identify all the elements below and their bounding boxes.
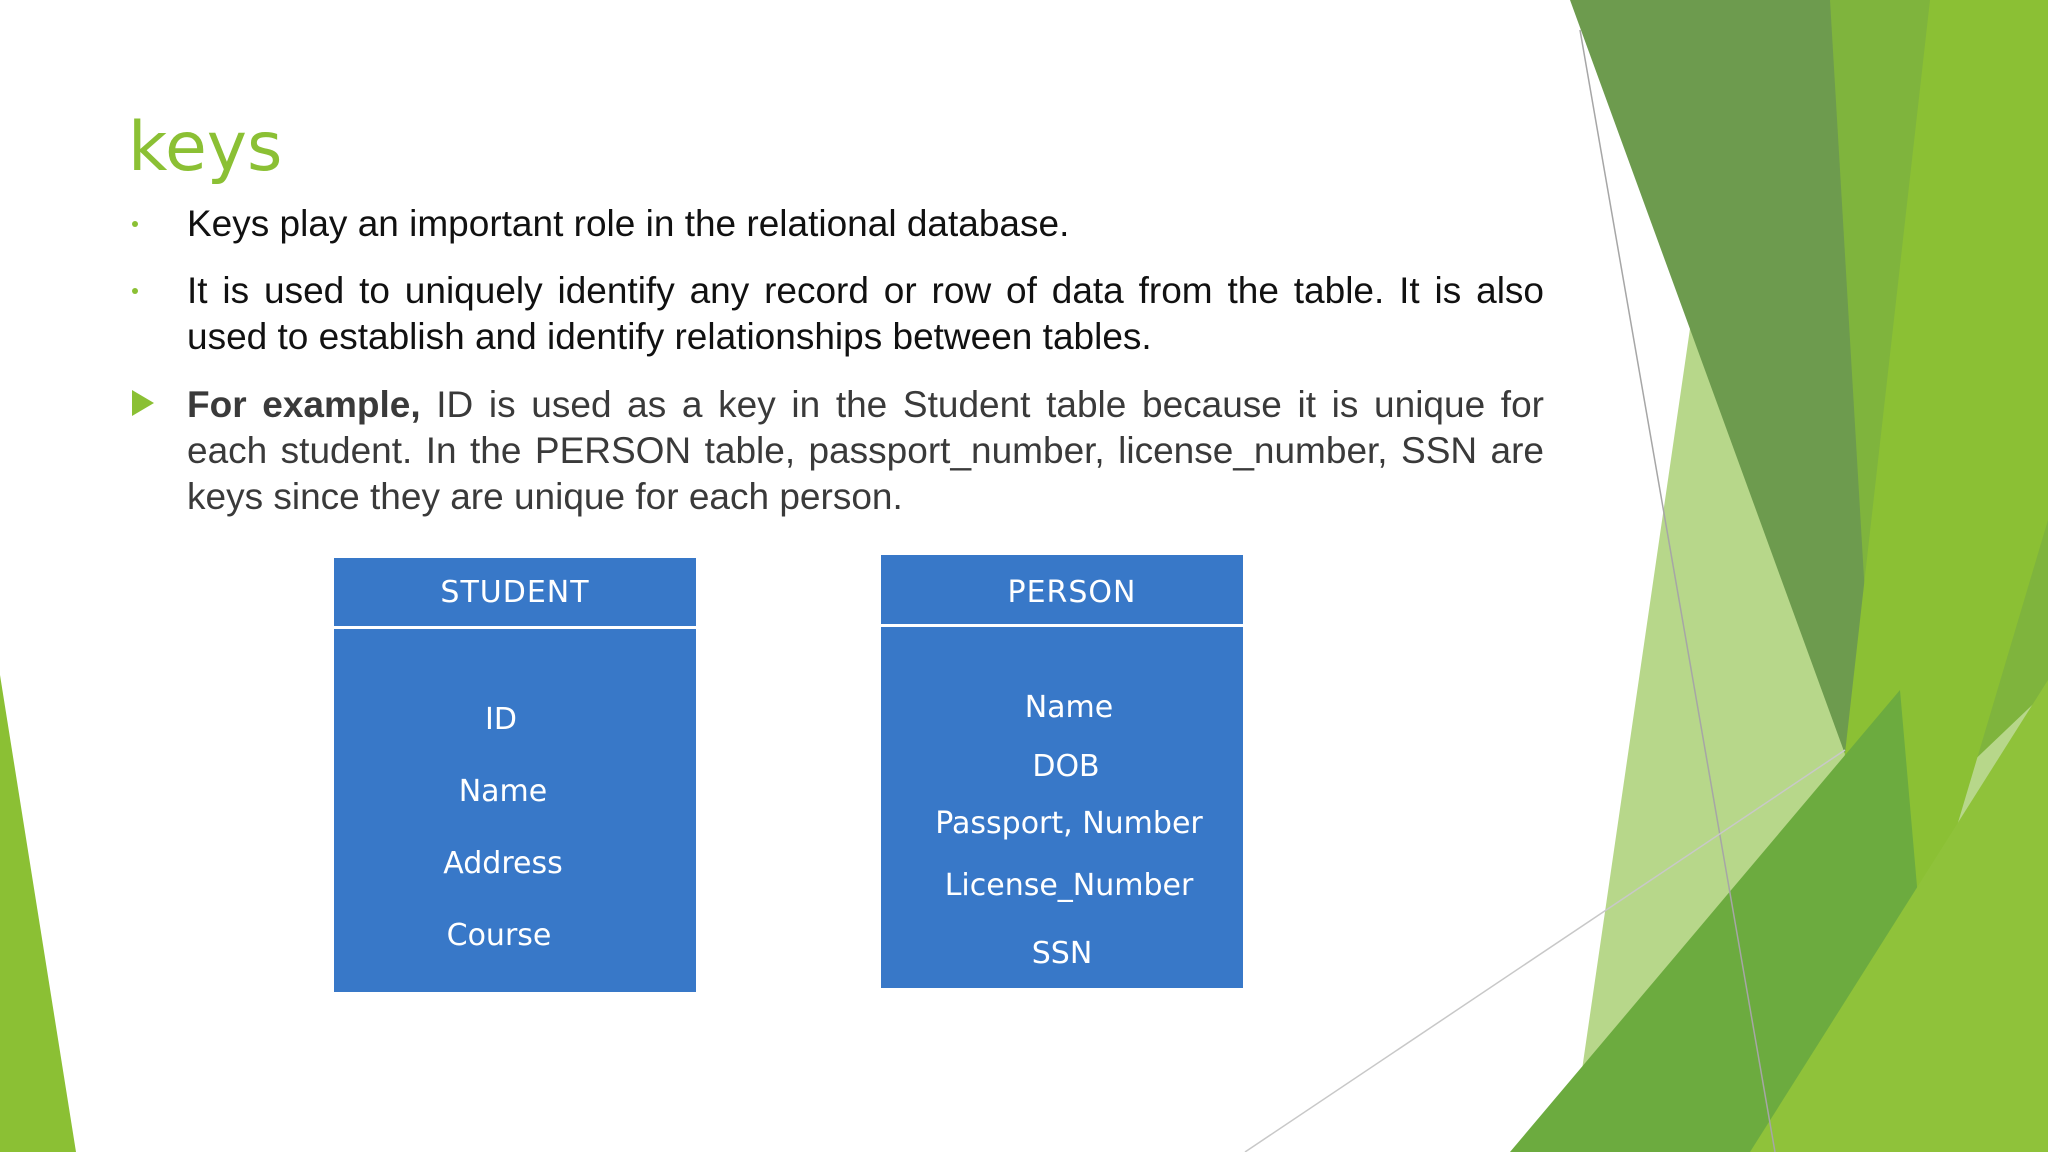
person-field: DOB bbox=[1032, 749, 1100, 784]
student-field: ID bbox=[485, 702, 517, 737]
bullet-item bbox=[128, 201, 1544, 247]
example-text bbox=[187, 382, 1544, 520]
bullet-text: Keys play an important role in the relational database. bbox=[187, 203, 1070, 244]
student-field: Course bbox=[446, 918, 552, 953]
person-header-divider bbox=[881, 624, 1243, 627]
bullet-dot-icon bbox=[132, 221, 138, 227]
slide-title: keys bbox=[128, 108, 283, 187]
person-field: Passport, Number bbox=[935, 806, 1203, 841]
person-table-header: PERSON bbox=[1007, 574, 1137, 610]
example-lead: For example, bbox=[187, 384, 421, 425]
student-table-header: STUDENT bbox=[440, 574, 590, 610]
bullet-item bbox=[128, 268, 1544, 360]
bullet-dot-icon bbox=[132, 288, 138, 294]
student-header-divider bbox=[334, 626, 696, 629]
person-entity-table bbox=[881, 555, 1243, 988]
student-field: Address bbox=[443, 846, 563, 881]
triangle-bullet-icon bbox=[132, 390, 154, 416]
person-field: SSN bbox=[1031, 936, 1093, 971]
person-field: Name bbox=[1024, 690, 1114, 725]
example-body: ID is used as a key in the Student table because it is unique for each student. In the PERSON table, passport_number, license_number, SSN are keys since they are unique for each person. bbox=[187, 384, 1544, 517]
person-field: License_Number bbox=[944, 868, 1194, 903]
student-field: Name bbox=[458, 774, 548, 809]
student-entity-table bbox=[334, 558, 696, 992]
bullet-text: It is used to uniquely identify any record or row of data from the table. It is also used to establish and identify relationships between tables. bbox=[187, 270, 1544, 357]
example-bullet bbox=[128, 382, 1544, 520]
